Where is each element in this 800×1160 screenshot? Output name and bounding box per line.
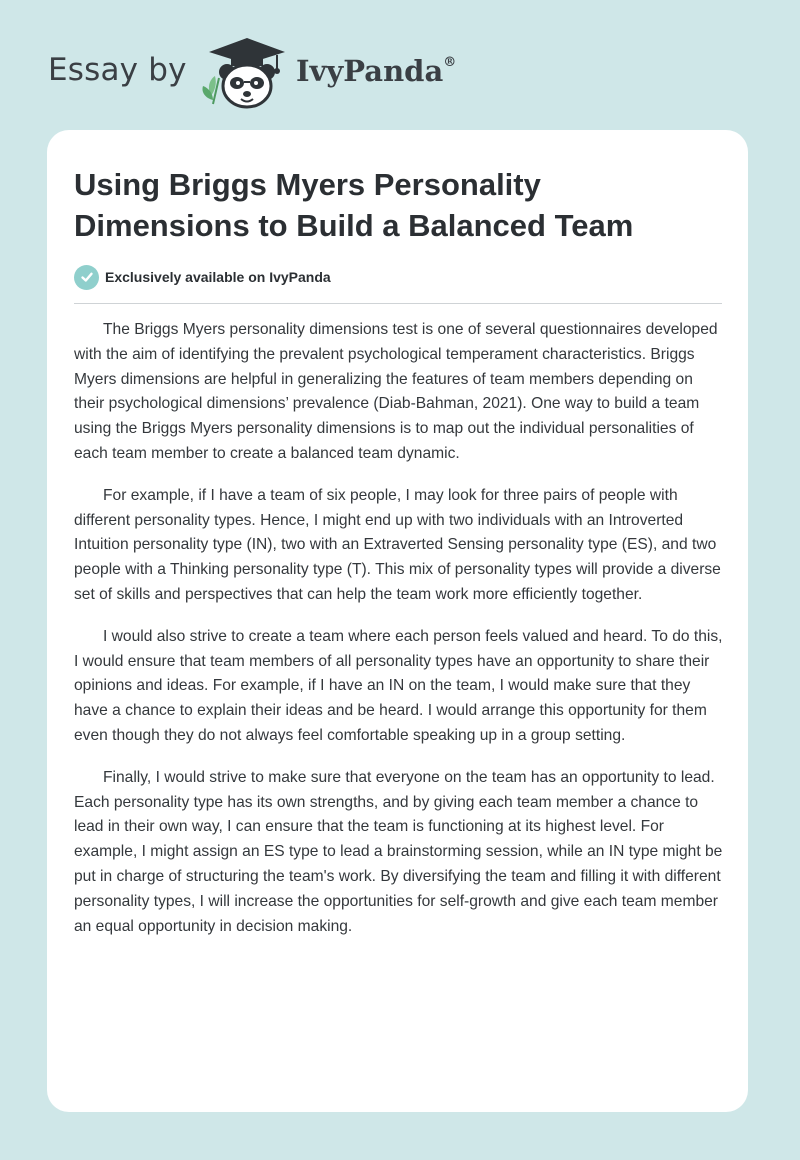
check-icon	[74, 265, 99, 290]
page-title: Using Briggs Myers Personality Dimensions to Build a Balanced Team	[74, 167, 634, 243]
brand-header	[48, 34, 488, 114]
badge-label: Exclusively available on IvyPanda	[105, 269, 331, 285]
divider	[74, 303, 722, 304]
essay-body	[74, 318, 726, 956]
paragraph: The Briggs Myers personality dimensions test is one of several questionnaires developed with the aim of identifying the prevalent psychological temperament characteristics. Briggs Myers dimensions are helpful in generalizing the features of team members depending on their psychological dimensions’ prevalence (Diab-Bahman, 2021). One way to build a team using the Briggs Myers personality dimensions is to map out the individual personalities of each team member to create a balanced team dynamic.	[74, 321, 718, 462]
exclusive-badge	[74, 264, 331, 290]
paragraph: I would also strive to create a team where each person feels valued and heard. To do this, I would ensure that team members of all personality types have an opportunity to share their opinions and ideas. For example, if I have an IN on the team, I would make sure that they have a chance to explain their ideas and be heard. I would arrange this opportunity for them even though they do not always feel comfortable speaking up in a group setting.	[74, 627, 723, 744]
essay-by-label: Essay by	[48, 52, 187, 88]
registered-mark: ®	[443, 55, 457, 71]
paragraph: For example, if I have a team of six people, I may look for three pairs of people with different personality types. Hence, I might end up with two individuals with an Introverted Intuition personality type (IN), two with an Extraverted Sensing personality type (ES), and two people with a Thinking personality type (T). This mix of personality types will provide a diverse set of skills and perspectives that can help the team work more efficiently together.	[74, 486, 721, 603]
essay-card	[47, 130, 748, 1112]
panda-logo-icon	[201, 34, 293, 112]
brand-name: IvyPanda®	[296, 54, 457, 88]
paragraph: Finally, I would strive to make sure that everyone on the team has an opportunity to lead. Each personality type has its own strengths, and by giving each team member a chance to lead in their own way, I can ensure that the team is functioning at its highest level. For example, I might assign an ES type to lead a brainstorming session, while an IN type might be put in charge of structuring the team's work. By diversifying the team and filling it with different personality types, I will increase the opportunities for self-growth and give each team member an equal opportunity in decision making.	[74, 768, 723, 935]
